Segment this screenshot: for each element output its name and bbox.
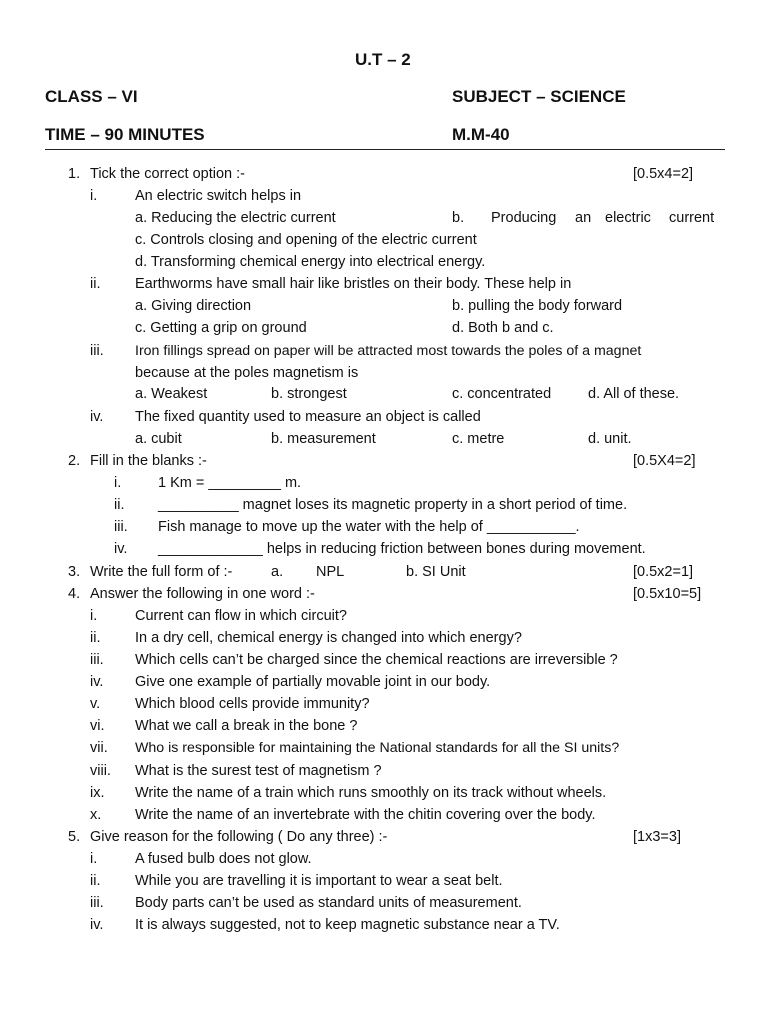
q4-item-text: What is the surest test of magnetism ?: [135, 763, 382, 779]
q1-i-number: i.: [90, 188, 98, 204]
q1-i-option-b-word4: current: [669, 210, 715, 226]
q1-ii-question: Earthworms have small hair like bristles on their body. These help in: [135, 276, 572, 292]
q3-text: Write the full form of :-: [90, 564, 233, 580]
subject-label: SUBJECT – SCIENCE: [452, 87, 626, 106]
q1-number: 1.: [68, 166, 81, 182]
q1-iii-number: iii.: [90, 343, 104, 359]
q2-item-text: __________ magnet loses its magnetic property in a short period of time.: [158, 497, 628, 513]
q4-item-text: What we call a break in the bone ?: [135, 718, 358, 734]
q4-item-number: viii.: [90, 763, 111, 779]
q1-iv-option-d: d. unit.: [588, 431, 632, 447]
q1-ii-option-c: c. Getting a grip on ground: [135, 320, 307, 336]
q5-item-text: Body parts can’t be used as standard units of measurement.: [135, 895, 522, 911]
q2-item-text: 1 Km = _________ m.: [158, 475, 302, 491]
q4-item-number: i.: [90, 608, 98, 624]
q4-item-number: ix.: [90, 785, 105, 801]
q2-text: Fill in the blanks :-: [90, 453, 207, 469]
q1-iv-option-a: a. cubit: [135, 431, 182, 447]
q1-i-option-a: a. Reducing the electric current: [135, 210, 336, 226]
max-marks-label: M.M-40: [452, 125, 510, 144]
q5-item-number: i.: [90, 851, 98, 867]
q4-number: 4.: [68, 586, 81, 602]
q2-item-text: _____________ helps in reducing friction between bones during movement.: [158, 541, 646, 557]
q3-marks: [0.5x2=1]: [633, 564, 694, 580]
q1-ii-option-a: a. Giving direction: [135, 298, 252, 314]
q1-iv-question: The fixed quantity used to measure an object is called: [135, 409, 481, 425]
q3-option-b: b. SI Unit: [406, 564, 466, 580]
q4-item-text: Give one example of partially movable joint in our body.: [135, 674, 491, 690]
q3-number: 3.: [68, 564, 81, 580]
q1-iv-number: iv.: [90, 409, 104, 425]
q4-item-number: iv.: [90, 674, 104, 690]
q1-ii-option-b: b. pulling the body forward: [452, 298, 623, 314]
q2-number: 2.: [68, 453, 81, 469]
time-label: TIME – 90 MINUTES: [45, 125, 205, 144]
q2-item-text: Fish manage to move up the water with the help of ___________.: [158, 519, 580, 535]
q4-item-number: ii.: [90, 630, 101, 646]
q5-item-text: A fused bulb does not glow.: [135, 851, 312, 867]
q2-marks: [0.5X4=2]: [633, 453, 696, 469]
q1-i-option-b-word3: electric: [605, 210, 651, 226]
q1-i-question: An electric switch helps in: [135, 188, 302, 204]
q1-marks: [0.5x4=2]: [633, 166, 694, 182]
q4-item-text: Who is responsible for maintaining the National standards for all the SI units?: [135, 740, 620, 756]
q1-iii-option-d: d. All of these.: [588, 386, 680, 402]
q4-item-text: Which blood cells provide immunity?: [135, 696, 370, 712]
q4-item-text: Which cells can’t be charged since the chemical reactions are irreversible ?: [135, 652, 618, 668]
q1-ii-number: ii.: [90, 276, 101, 292]
q3-option-a: NPL: [316, 564, 345, 580]
q1-i-option-d: d. Transforming chemical energy into electrical energy.: [135, 254, 486, 270]
q1-iii-option-a: a. Weakest: [135, 386, 208, 402]
q4-item-text: In a dry cell, chemical energy is changed into which energy?: [135, 630, 522, 646]
q5-marks: [1x3=3]: [633, 829, 681, 845]
q5-item-text: It is always suggested, not to keep magnetic substance near a TV.: [135, 917, 560, 933]
q5-item-number: ii.: [90, 873, 101, 889]
q2-item-number: iii.: [114, 519, 128, 535]
q5-item-number: iii.: [90, 895, 104, 911]
q5-item-number: iv.: [90, 917, 104, 933]
header-divider: [45, 149, 725, 150]
q4-item-number: x.: [90, 807, 102, 823]
q5-item-text: While you are travelling it is important to wear a seat belt.: [135, 873, 503, 889]
q1-ii-option-d: d. Both b and c.: [452, 320, 554, 336]
q1-iii-option-b: b. strongest: [271, 386, 347, 402]
q4-item-number: vi.: [90, 718, 105, 734]
q2-item-number: iv.: [114, 541, 128, 557]
q5-text: Give reason for the following ( Do any three) :-: [90, 829, 388, 845]
q1-iv-option-b: b. measurement: [271, 431, 376, 447]
q4-item-text: Current can flow in which circuit?: [135, 608, 347, 624]
q1-iii-question-line1: Iron fillings spread on paper will be attracted most towards the poles of a magnet: [135, 343, 642, 359]
q2-item-number: i.: [114, 475, 122, 491]
q1-i-option-c: c. Controls closing and opening of the electric current: [135, 232, 477, 248]
q1-i-option-b-word1: Producing: [491, 210, 557, 226]
q3-option-a-letter: a.: [271, 564, 284, 580]
q4-item-number: vii.: [90, 740, 108, 756]
q1-iv-option-c: c. metre: [452, 431, 505, 447]
q4-text: Answer the following in one word :-: [90, 586, 315, 602]
q4-item-text: Write the name of a train which runs smoothly on its track without wheels.: [135, 785, 607, 801]
q1-i-option-b-word2: an: [575, 210, 592, 226]
q4-item-text: Write the name of an invertebrate with the chitin covering over the body.: [135, 807, 596, 823]
q4-marks: [0.5x10=5]: [633, 586, 702, 602]
q4-item-number: v.: [90, 696, 101, 712]
class-label: CLASS – VI: [45, 87, 138, 106]
q2-item-number: ii.: [114, 497, 125, 513]
q1-text: Tick the correct option :-: [90, 166, 245, 182]
paper-title: U.T – 2: [355, 50, 411, 69]
q5-number: 5.: [68, 829, 81, 845]
q1-iii-option-c: c. concentrated: [452, 386, 552, 402]
q1-i-option-b-letter: b.: [452, 210, 465, 226]
q1-iii-question-line2: because at the poles magnetism is: [135, 365, 359, 381]
q4-item-number: iii.: [90, 652, 104, 668]
